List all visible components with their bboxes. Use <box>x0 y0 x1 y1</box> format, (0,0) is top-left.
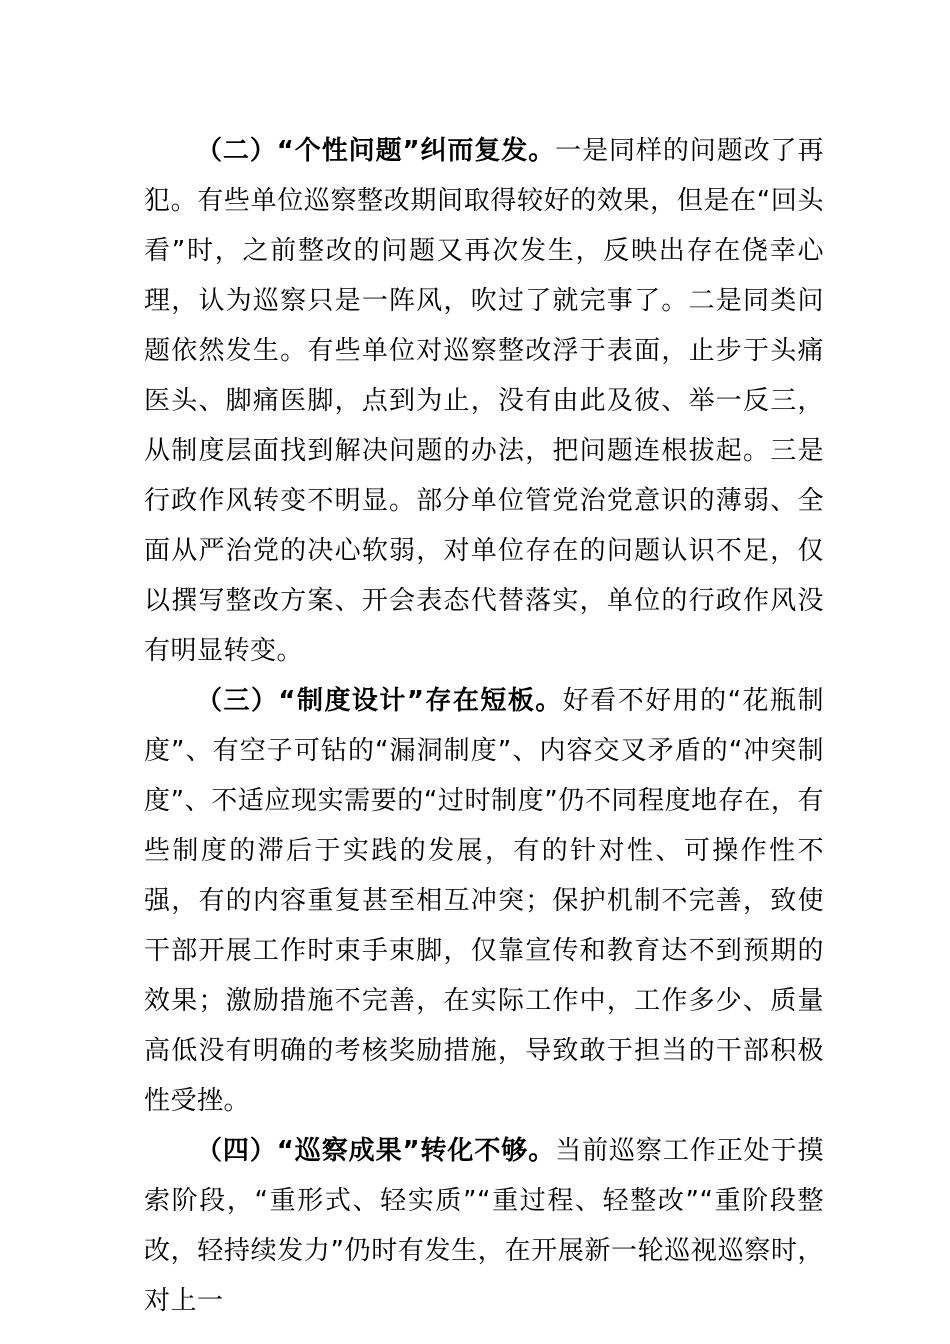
paragraph-3-text: 好看不好用的“花瓶制度”、有空子可钻的“漏洞制度”、内容交叉矛盾的“冲突制度”、不适应现实需要的“过时制度”仍不同程度地存在，有些制度的滞后于实践的发展，有的针对性、可操作性不强，有的内容重复甚至相互冲突；保护机制不完善，致使干部开展工作时束手束脚，仅靠宣传和教育达不到预期的效果；激励措施不完善，在实际工作中，工作多少、质量高低没有明确的考核奖励措施，导致敢于担当的干部积极性受挫。 <box>144 686 824 1116</box>
paragraph-2-heading: （二）“个性问题”纠而复发。 <box>196 136 556 166</box>
paragraph-2-text: 一是同样的问题改了再犯。有些单位巡察整改期间取得较好的效果，但是在“回头看”时，之前整改的问题又再次发生，反映出存在侥幸心理，认为巡察只是一阵风，吹过了就完事了。二是同类问题依然发生。有些单位对巡察整改浮于表面，止步于头痛医头、脚痛医脚，点到为止，没有由此及彼、举一反三，从制度层面找到解决问题的办法，把问题连根拔起。三是行政作风转变不明显。部分单位管党治党意识的薄弱、全面从严治党的决心软弱，对单位存在的问题认识不足，仅以撰写整改方案、开会表态代替落实，单位的行政作风没有明显转变。 <box>144 136 824 666</box>
paragraph-4-heading: （四）“巡察成果”转化不够。 <box>196 1136 556 1166</box>
paragraph-3-heading: （三）“制度设计”存在短板。 <box>196 686 563 716</box>
document-body <box>144 126 824 1326</box>
paragraph-4 <box>144 1126 824 1326</box>
paragraph-4-text: 当前巡察工作正处于摸索阶段，“重形式、轻实质”“重过程、轻整改”“重阶段整改，轻持续发力”仍时有发生，在开展新一轮巡视巡察时，对上一 <box>144 1136 824 1316</box>
paragraph-3 <box>144 676 824 1126</box>
paragraph-2 <box>144 126 824 676</box>
